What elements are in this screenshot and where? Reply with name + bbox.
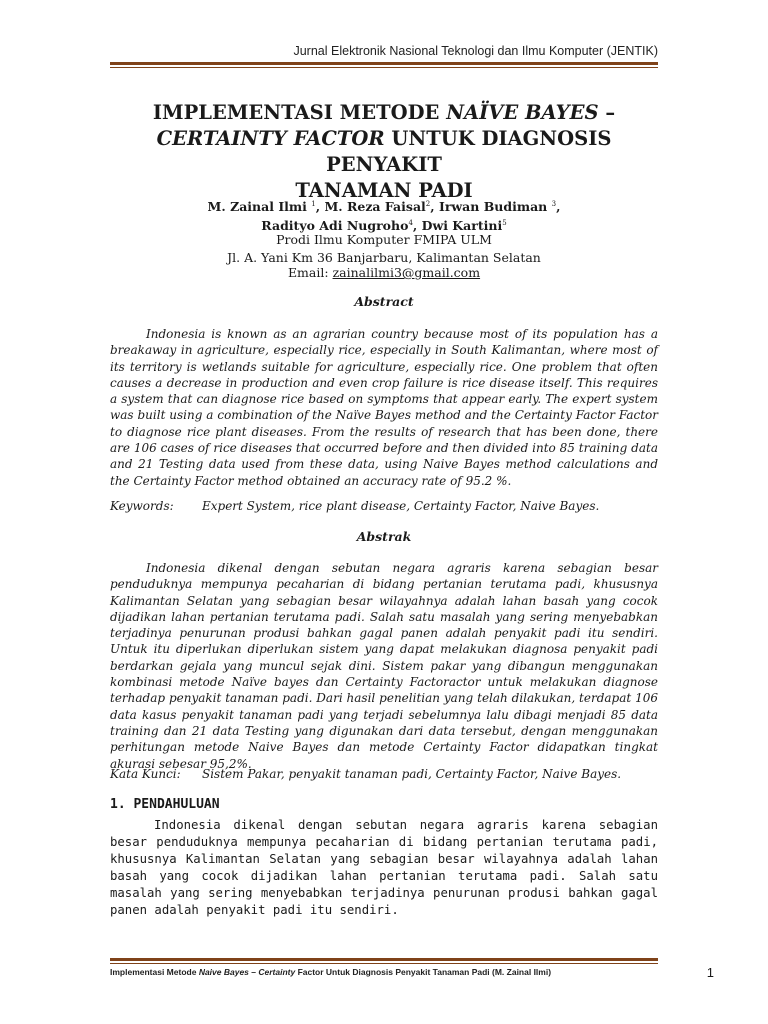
footer-rule-thick (110, 958, 658, 961)
abstract-heading: Abstract (354, 294, 414, 309)
author-name: , M. Reza Faisal (315, 199, 426, 215)
footer-text: Implementasi Metode (110, 967, 199, 977)
section-heading-pendahuluan: 1. PENDAHULUAN (110, 797, 220, 812)
footer-rule (110, 958, 658, 964)
footer-text-italic: Naive Bayes – Certainty (198, 967, 296, 977)
abstract-text: Indonesia is known as an agrarian country because most of its population has a breakaway in agriculture, especially rice, especially in South Kalimantan, where most of its territory is wetlands suitable for agriculture, especially rice. One problem that often causes a decrease in production and even crop failure is rice disease itself. This requires a system that can diagnose rice based on symptoms that appear early. The expert system was built using a combination of the Naïve Bayes method and the Certainty Factor Factor to diagnose rice plant diseases. From the results of research that has been done, there are 106 cases of rice diseases that occurred before and then divided into 85 training data and 21 Testing data used from these data, using Naive Bayes method calculations and the Certainty Factor method obtained an accuracy rate of 95.2 %. (110, 327, 658, 488)
email-link[interactable]: zainalilmi3@gmail.com (332, 265, 481, 280)
keywords-label: Keywords: (110, 499, 174, 513)
abstrak-heading: Abstrak (356, 529, 412, 544)
author-affiliation-mark: 3 (551, 200, 557, 208)
author-name: M. Zainal Ilmi (207, 199, 307, 215)
title-part: IMPLEMENTASI METODE (152, 101, 447, 124)
paper-title (110, 100, 658, 204)
title-part: UNTUK DIAGNOSIS PENYAKIT (326, 127, 612, 176)
author-name: , Irwan Budiman (430, 199, 548, 215)
header-rule (110, 62, 658, 68)
journal-running-head: Jurnal Elektronik Nasional Teknologi dan Ilmu Komputer (JENTIK) (293, 44, 658, 58)
page-number: 1 (706, 965, 714, 980)
affiliation-email-line (110, 265, 658, 280)
section-pendahuluan-text: Indonesia dikenal dengan sebutan negara agraris karena sebagian besar penduduknya mempunya pecaharian di bidang pertanian terutama padi, khususnya Kalimantan Selatan yang sebagian besar wilayahnya adalah lahan basah yang cocok dijadikan lahan pertanian terutama padi. Salah satu masalah yang sering menyebabkan terjadinya penurunan produsi bahkan gagal panen adalah penyakit padi itu sendiri. (110, 818, 658, 917)
header-rule-thin (110, 67, 658, 68)
page-footer (110, 967, 551, 977)
author-separator: , (556, 199, 561, 215)
keywords-value: Expert System, rice plant disease, Certainty Factor, Naive Bayes. (202, 499, 600, 513)
abstrak-text: Indonesia dikenal dengan sebutan negara agraris karena sebagian besar penduduknya mempunya pecaharian di bidang pertanian terutama padi, khususnya Kalimantan Selatan yang sebagian besar wilayahnya adalah lahan basah yang cocok dijadikan lahan pertanian terutama padi. Salah satu masalah yang sering menyebabkan terjadinya penurunan produsi bahkan gagal panen adalah penyakit padi itu sendiri. Untuk itu diperlukan diperlukan sistem yang dapat melakukan diagnosa penyakit padi berdarkan gejala yang muncul sejak dini. Sistem pakar yang dibangun menggunakan kombinasi metode Naïve bayes dan Certainty Factoractor untuk melakukan diagnose terhadap penyakit tanaman padi. Dari hasil penelitian yang telah dilakukan, terdapat 106 data kasus penyakit tanaman padi yang terjadi sebelumnya lalu dibagi menjadi 85 data training dan 21 data Testing yang digunakan dari data tersebut, dengan menggunakan perhitungan metode Naive Bayes dan metode Certainty Factor didapatkan tingkat akurasi sebesar 95,2%. (110, 561, 658, 771)
title-part: – (598, 101, 616, 124)
author-affiliation-mark: 2 (425, 200, 431, 208)
title-method-certainty-factor: CERTAINTY FACTOR (156, 127, 385, 150)
author-list (110, 196, 658, 234)
kata-kunci-label: Kata Kunci: (110, 767, 181, 781)
kata-kunci-value: Sistem Pakar, penyakit tanaman padi, Certainty Factor, Naive Bayes. (202, 767, 622, 781)
author-affiliation-mark: 4 (408, 219, 413, 228)
affiliation-department: Prodi Ilmu Komputer FMIPA ULM (276, 232, 492, 247)
title-method-naive-bayes: NAÏVE BAYES (446, 101, 599, 124)
author-name: , Dwi Kartini (412, 218, 503, 234)
author-name: Radityo Adi Nugroho (261, 218, 409, 234)
author-affiliation-mark: 5 (502, 219, 507, 228)
footer-text: Factor Untuk Diagnosis Penyakit Tanaman Padi (M. Zainal Ilmi) (295, 967, 552, 977)
kata-kunci-line (110, 767, 658, 781)
keywords-line (110, 499, 658, 513)
affiliation-address: Jl. A. Yani Km 36 Banjarbaru, Kalimantan Selatan (227, 250, 541, 265)
header-rule-thick (110, 62, 658, 65)
email-label: Email: (287, 265, 333, 280)
footer-rule-thin (110, 963, 658, 964)
author-affiliation-mark: 1 (311, 200, 316, 208)
title-part: TANAMAN PADI (295, 179, 473, 202)
